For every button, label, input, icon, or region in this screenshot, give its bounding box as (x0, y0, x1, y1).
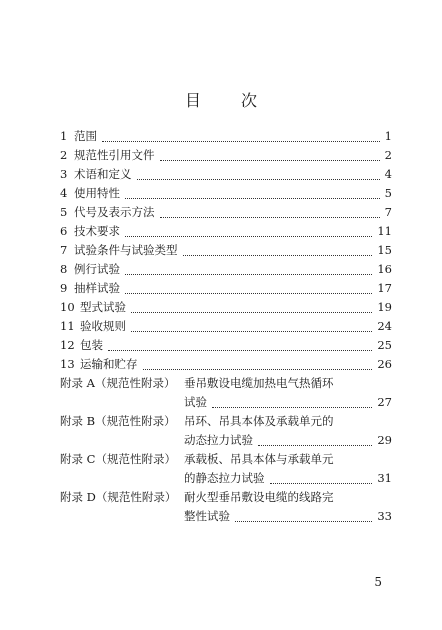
toc-entry[interactable] (60, 222, 392, 241)
toc-entry-number: 5 (60, 205, 68, 219)
toc-entry-label: 范围 (74, 127, 100, 146)
toc-entry[interactable] (60, 317, 392, 336)
toc-entry[interactable] (60, 203, 392, 222)
table-of-contents (60, 127, 392, 526)
toc-entry-page: 15 (374, 241, 392, 260)
toc-entry[interactable] (60, 260, 392, 279)
appendix-page: 33 (374, 507, 392, 526)
toc-entry-label: 例行试验 (74, 260, 123, 279)
toc-entry-label: 代号及表示方法 (74, 203, 158, 222)
toc-entry-page: 5 (382, 184, 392, 203)
leader-dots (270, 481, 372, 484)
appendix-entry[interactable] (60, 488, 392, 526)
leader-dots (258, 443, 372, 446)
appendix-entry[interactable] (60, 374, 392, 412)
appendix-title-line-1: 耐火型垂吊敷设电缆的线路完 (184, 490, 334, 504)
toc-entry-number: 2 (60, 148, 68, 162)
toc-title-char-2: 次 (241, 91, 258, 110)
toc-entry[interactable] (60, 279, 392, 298)
toc-entry-number: 1 (60, 129, 68, 143)
toc-entry-label: 术语和定义 (74, 165, 135, 184)
appendix-prefix: 附录 B（规范性附录） (60, 414, 176, 428)
toc-entry-number: 8 (60, 262, 68, 276)
toc-entry-number: 10 (60, 300, 75, 314)
leader-dots (125, 234, 372, 237)
leader-dots (235, 519, 372, 522)
appendix-entry[interactable] (60, 412, 392, 450)
toc-entry-page: 7 (382, 203, 392, 222)
appendix-title-line-1: 吊环、吊具本体及承载单元的 (184, 414, 334, 428)
toc-entry[interactable] (60, 146, 392, 165)
leader-dots (125, 272, 372, 275)
leader-dots (102, 139, 380, 142)
toc-entry-label: 型式试验 (80, 298, 129, 317)
toc-entry[interactable] (60, 298, 392, 317)
toc-entry-number: 4 (60, 186, 68, 200)
toc-entry[interactable] (60, 127, 392, 146)
appendix-title-line-1: 承载板、吊具本体与承载单元 (184, 452, 334, 466)
toc-entry-page: 24 (374, 317, 392, 336)
toc-entry-number: 13 (60, 357, 75, 371)
toc-entry-number: 11 (60, 319, 75, 333)
leader-dots (131, 310, 372, 313)
leader-dots (137, 177, 380, 180)
toc-entry[interactable] (60, 336, 392, 355)
leader-dots (160, 158, 380, 161)
leader-dots (183, 253, 372, 256)
toc-entry-page: 11 (374, 222, 392, 241)
toc-entry-number: 9 (60, 281, 68, 295)
toc-entry[interactable] (60, 241, 392, 260)
leader-dots (125, 291, 372, 294)
leader-dots (131, 329, 372, 332)
toc-entry-label: 使用特性 (74, 184, 123, 203)
leader-dots (143, 367, 372, 370)
toc-entry-page: 4 (382, 165, 392, 184)
appendix-title-line-2: 试验 (184, 393, 210, 412)
toc-entry-label: 验收规则 (80, 317, 129, 336)
page-number: 5 (374, 575, 382, 589)
toc-entry-number: 12 (60, 338, 75, 352)
toc-entry-page: 1 (382, 127, 392, 146)
toc-entry-number: 7 (60, 243, 68, 257)
toc-entry-page: 17 (374, 279, 392, 298)
toc-entry[interactable] (60, 165, 392, 184)
leader-dots (125, 196, 380, 199)
toc-entry-page: 26 (374, 355, 392, 374)
toc-entry-page: 16 (374, 260, 392, 279)
toc-title (0, 88, 442, 111)
toc-entry-label: 包装 (80, 336, 106, 355)
toc-entry-page: 25 (374, 336, 392, 355)
appendix-title-line-2: 整性试验 (184, 507, 233, 526)
toc-entry-label: 规范性引用文件 (74, 146, 158, 165)
leader-dots (160, 215, 380, 218)
toc-entry-label: 试验条件与试验类型 (74, 241, 181, 260)
appendix-page: 27 (374, 393, 392, 412)
toc-entry-label: 运输和贮存 (80, 355, 141, 374)
appendix-title-line-2: 的静态拉力试验 (184, 469, 268, 488)
toc-entry-page: 19 (374, 298, 392, 317)
toc-entry[interactable] (60, 355, 392, 374)
appendix-prefix: 附录 A（规范性附录） (60, 376, 176, 390)
appendix-page: 29 (374, 431, 392, 450)
toc-entry-number: 6 (60, 224, 68, 238)
toc-entry[interactable] (60, 184, 392, 203)
appendix-prefix: 附录 C（规范性附录） (60, 452, 176, 466)
appendix-title-line-1: 垂吊敷设电缆加热电气热循环 (184, 376, 334, 390)
toc-title-char-1: 目 (184, 91, 201, 110)
toc-entry-label: 抽样试验 (74, 279, 123, 298)
appendix-title-line-2: 动态拉力试验 (184, 431, 256, 450)
appendix-prefix: 附录 D（规范性附录） (60, 490, 177, 504)
toc-entry-label: 技术要求 (74, 222, 123, 241)
toc-entry-page: 2 (382, 146, 392, 165)
leader-dots (108, 348, 372, 351)
appendix-entry[interactable] (60, 450, 392, 488)
leader-dots (212, 405, 372, 408)
toc-entry-number: 3 (60, 167, 68, 181)
appendix-page: 31 (374, 469, 392, 488)
